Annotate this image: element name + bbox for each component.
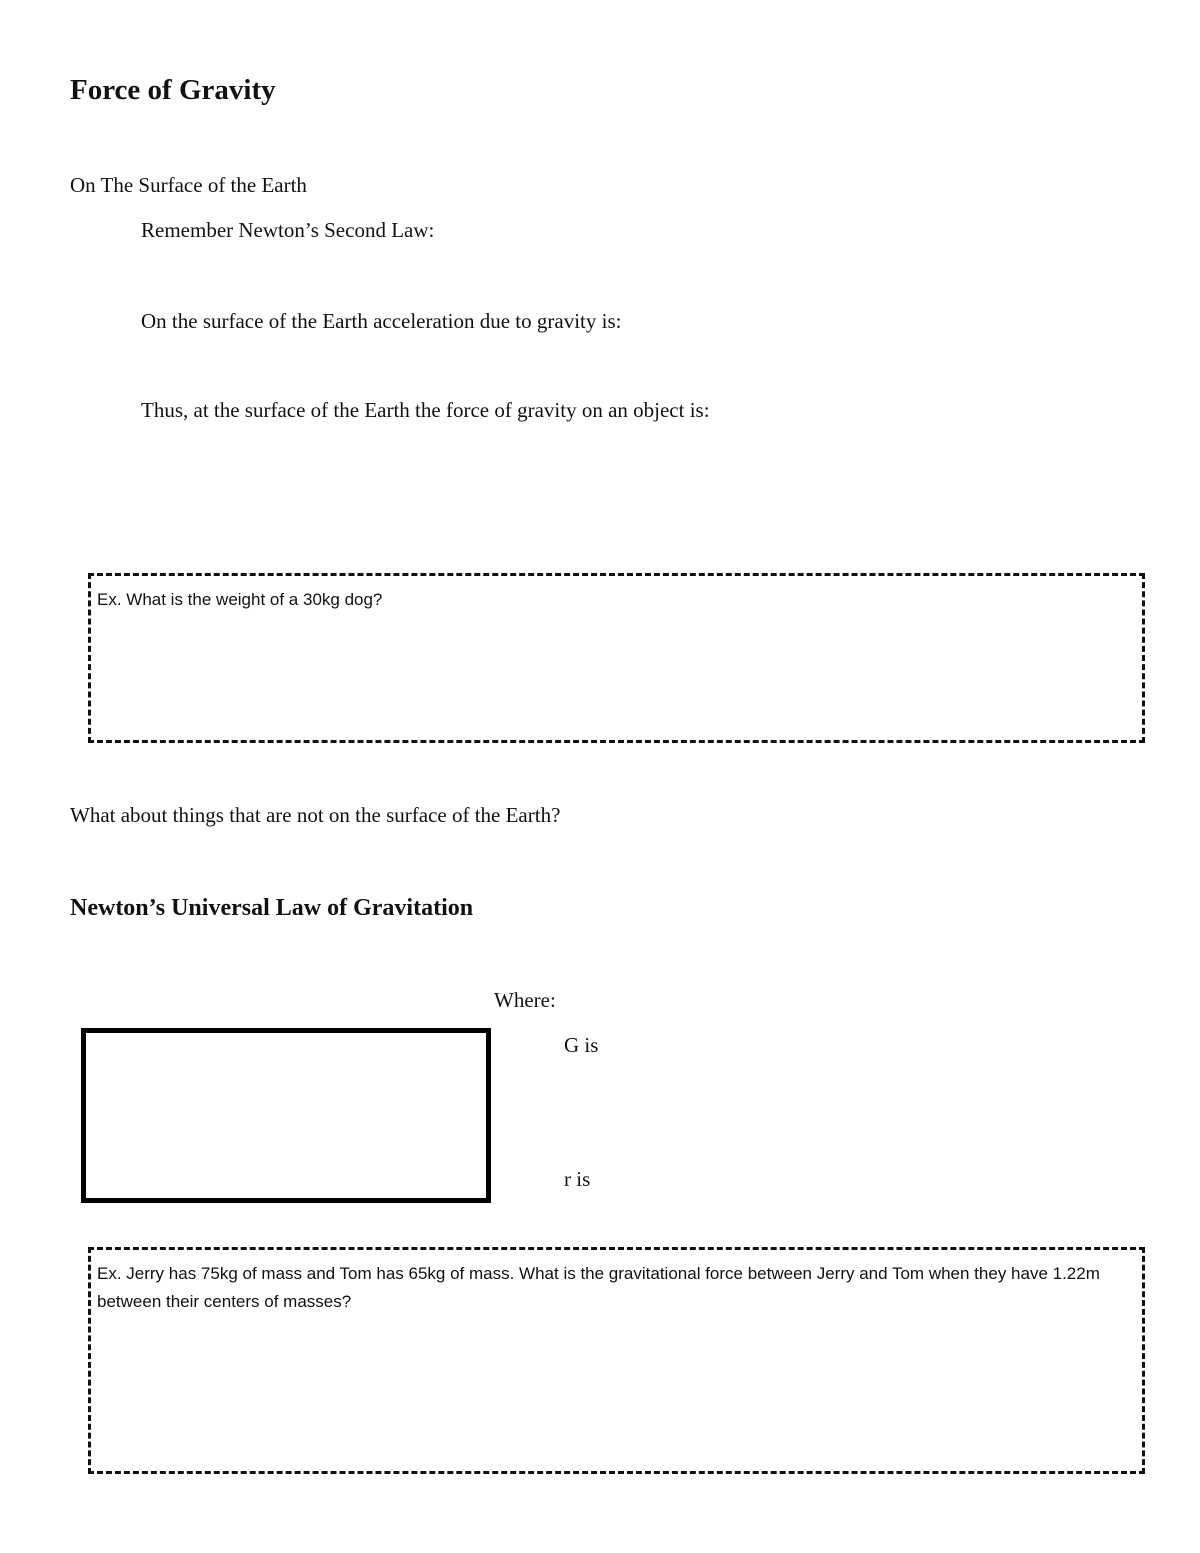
example-gravitational-force-text: Ex. Jerry has 75kg of mass and Tom has 65kg of mass. What is the gravitational force between Jerry and Tom when they have 1.22m between their centers of masses? [97,1264,1100,1311]
example-box-dog-weight [88,573,1145,743]
example-box-gravitational-force [88,1247,1145,1474]
g-definition-label: G is [564,1033,599,1057]
off-surface-question: What about things that are not on the surface of the Earth? [70,803,561,827]
universal-law-heading: Newton’s Universal Law of Gravitation [70,895,474,921]
force-of-gravity-prompt: Thus, at the surface of the Earth the force of gravity on an object is: [141,398,710,422]
formula-box [81,1028,491,1203]
newtons-second-law-prompt: Remember Newton’s Second Law: [141,218,435,242]
r-definition-label: r is [564,1167,591,1191]
where-label: Where: [494,988,556,1012]
gravity-acceleration-prompt: On the surface of the Earth acceleration due to gravity is: [141,309,622,333]
surface-section-heading: On The Surface of the Earth [70,173,307,197]
example-dog-weight-text: Ex. What is the weight of a 30kg dog? [97,590,383,609]
page-title: Force of Gravity [70,74,276,106]
